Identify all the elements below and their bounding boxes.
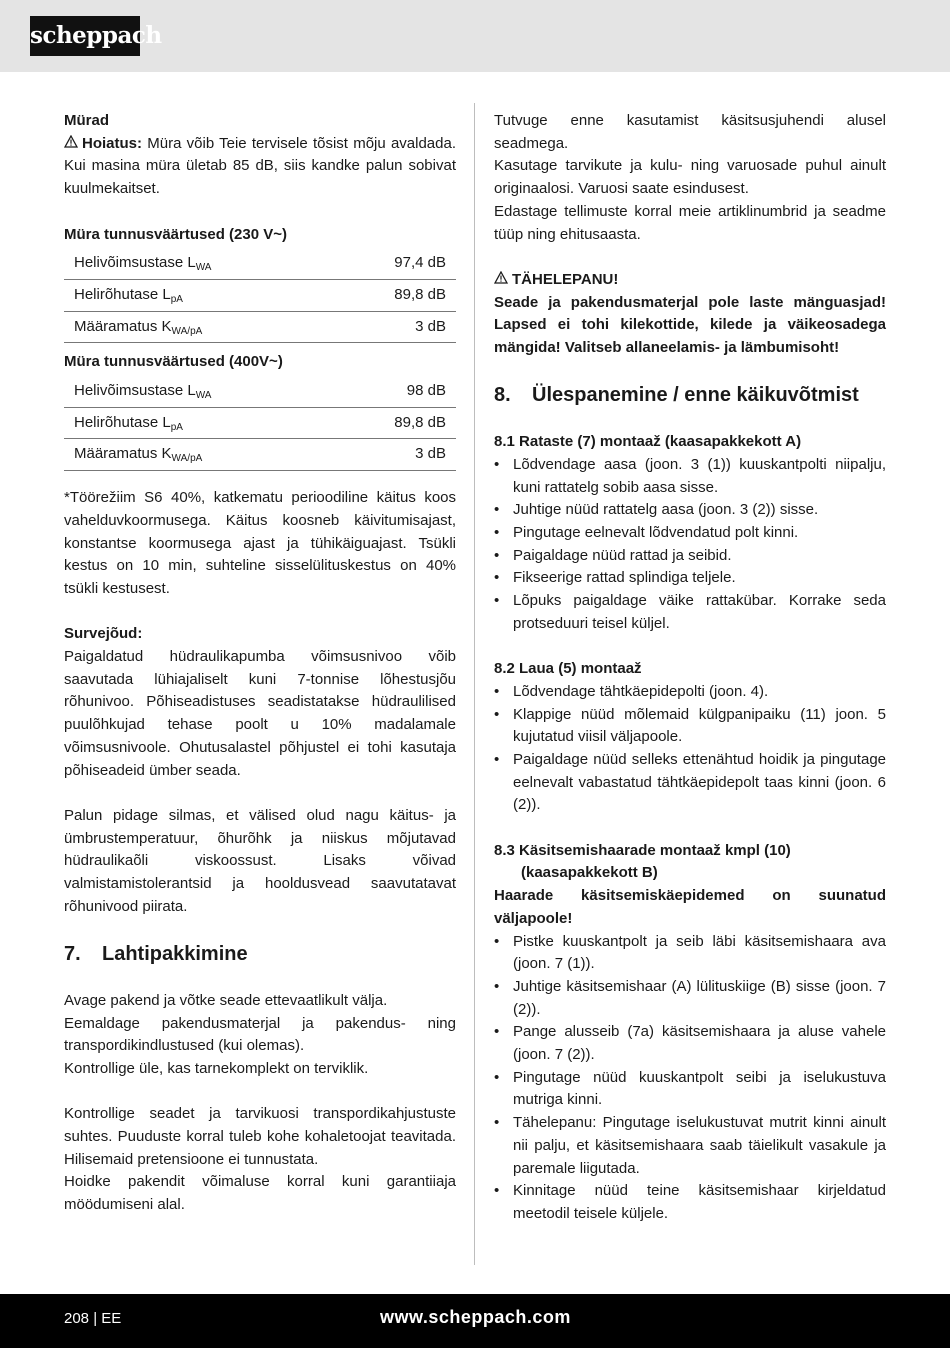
force-text: Paigaldatud hüdraulikapumba võimsusnivoo võib saavutada lühiajaliselt kuni 7-tonnise lõhestusjõu rõhunivoo. Põhiseadistuses seadistatakse hüdraulilised puulõhkujad tehase poolt u 10% madalamale võimsusnivoole. Ohutusalastel põhjustel ei tohi kasutaja põhiseadeid ümber seada. [64, 648, 456, 779]
list-item: • Lõdvendage tähtkäepidepolti (joon. 4). [494, 681, 886, 704]
table-cell-value: 3 dB [333, 311, 456, 343]
section-8-1-list [494, 454, 886, 636]
scheppach-logo: scheppach [30, 16, 140, 56]
list-item: • Klappige nüüd mõlemaid külgpanipaiku (11) joon. 5 kujutatud viisil väljapoole. [494, 704, 886, 749]
website-link[interactable]: www.scheppach.com [380, 1307, 571, 1327]
table-row [64, 311, 456, 343]
table-cell-value: 98 dB [333, 376, 456, 407]
warning-icon [64, 133, 78, 156]
table-cell-label: Helirõhutase $L_{pA}$ [64, 279, 333, 311]
section-8-3-note: Haarade käsitsemiskäepidemed on suunatud väljapoole! [494, 887, 886, 927]
section-8-2-title: 8.2 Laua (5) montaaž [494, 660, 642, 678]
section-8-2-list [494, 681, 886, 817]
unpack-step-2: Eemaldage pakendusmaterjal ja pakendus- ning transpordikindlustused (kui olemas). [64, 1014, 456, 1055]
section-8-heading: 8. Ülespanemine / enne käikuvõtmist [494, 384, 859, 407]
force-heading: Survejõud: [64, 625, 143, 643]
list-item: • Pingutage eelnevalt lõdvendatud polt kinni. [494, 522, 886, 545]
right-column [494, 110, 886, 1226]
table-cell-value: 3 dB [333, 439, 456, 471]
page-header [0, 0, 950, 72]
warning-label: Hoiatus: [82, 134, 142, 152]
noise-heading: Mürad [64, 112, 109, 129]
section-8-3-title: 8.3 Käsitsemishaarade montaaž kmpl (10) [494, 841, 791, 859]
table2-title: Müra tunnusväärtused (400V~) [64, 353, 283, 371]
table-cell-label: Helivõimsustase $L_{WA}$ [64, 248, 333, 279]
list-item: • Pistke kuuskantpolt ja seib läbi käsitsemishaara ava (joon. 7 (1)). [494, 931, 886, 976]
unpack-step-3: Kontrollige üle, kas tarnekomplekt on terviklik. [64, 1059, 369, 1077]
list-item: • Paigaldage nüüd selleks ettenähtud hoidik ja pingutage eelnevalt vabastatud tähtkäepidepolt taas kinni (joon. 6 (2)). [494, 749, 886, 817]
section-8-1-title: 8.1 Rataste (7) montaaž (kaasapakkekott A) [494, 433, 802, 451]
warning-icon [494, 269, 508, 292]
intro-paragraph-1: Tutvuge enne kasutamist käsitsusjuhendi alusel seadmega. [494, 112, 886, 152]
list-item: • Pange alusseib (7a) käsitsemishaara ja aluse vahele (joon. 7 (2)). [494, 1021, 886, 1066]
list-item: • Pingutage nüüd kuuskantpolt seibi ja iselukustuva mutriga kinni. [494, 1067, 886, 1112]
list-item: • Paigaldage nüüd rattad ja seibid. [494, 545, 886, 568]
section-8-3-subtitle: (kaasapakkekott B) [521, 864, 658, 882]
intro-paragraph-2: Kasutage tarvikute ja kulu- ning varuosade puhul ainult originaalosi. Varuosi saate esindusest. [494, 157, 886, 198]
table1-title: Müra tunnusväärtused (230 V~) [64, 225, 287, 243]
list-item: • Lõpuks paigaldage väike rattakübar. Korrake seda protseduuri teisel küljel. [494, 590, 886, 635]
table-row [64, 279, 456, 311]
unpack-step-5: Hoidke pakendit võimaluse korral kuni garantiiaja möödumiseni alal. [64, 1173, 456, 1214]
section-7-heading: 7. Lahtipakkimine [64, 943, 248, 966]
table-row [64, 248, 456, 279]
table-cell-label: Määramatus $K_{WA/pA}$ [64, 439, 333, 471]
intro-paragraph-3: Edastage tellimuste korral meie artiklinumbrid ja seadme tüüp ning ehitusaasta. [494, 202, 886, 243]
noise-warning [64, 133, 456, 201]
attention-text: Seade ja pakendusmaterjal pole laste mänguasjad! Lapsed ei tohi kilekottide, kilede ja väikeosadega mängida! Valitseb allaneelamis- ja lämbumisoht! [494, 293, 886, 357]
noise-table-400v [64, 376, 456, 471]
unpack-step-1: Avage pakend ja võtke seade ettevaatlikult välja. [64, 991, 388, 1009]
duty-note: *Töörežiim S6 40%, katkematu perioodiline käitus koos vahelduvkoormusega. Käitus koosneb käivitumisajast, konstantse koormusega ajast ja tühikäiguajast. Tsükli kestus on 10 min, suhteline sisselülituskestus on 40% tsükli kestusest. [64, 489, 456, 597]
table-cell-label: Helirõhutase $L_{pA}$ [64, 407, 333, 439]
list-item: • Juhtige käsitsemishaar (A) lülituskiige (B) sisse (joon. 7 (2)). [494, 976, 886, 1021]
noise-table-230v [64, 248, 456, 343]
page-number: 208 | EE [64, 1310, 122, 1327]
section-8-3-list [494, 931, 886, 1226]
left-column [64, 110, 456, 1217]
list-item: • Lõdvendage aasa (joon. 3 (1)) kuuskantpolti niipalju, kuni rattatelg sobib aasa sisse. [494, 454, 886, 499]
list-item: • Juhtige nüüd rattatelg aasa (joon. 3 (2)) sisse. [494, 499, 886, 522]
table-cell-label: Määramatus $K_{WA/pA}$ [64, 311, 333, 343]
table-cell-label: Helivõimsustase $L_{WA}$ [64, 376, 333, 407]
unpack-step-4: Kontrollige seadet ja tarvikuosi transpordikahjustuste suhtes. Puuduste korral tuleb kohe kohaletoojat teavitada. Hilisemaid pretensioone ei tunnustata. [64, 1105, 456, 1168]
list-item: • Fikseerige rattad splindiga teljele. [494, 567, 886, 590]
table-row [64, 407, 456, 439]
column-divider [474, 103, 475, 1265]
table-cell-value: 89,8 dB [333, 279, 456, 311]
attention-heading: TÄHELEPANU! [494, 269, 886, 292]
list-item: • Kinnitage nüüd teine käsitsemishaar kirjeldatud meetodil teisele küljele. [494, 1180, 886, 1225]
table-cell-value: 89,8 dB [333, 407, 456, 439]
environment-text: Palun pidage silmas, et välised olud nagu käitus- ja ümbrustemperatuur, õhurõhk ja niiskus mõjutavad hüdraulikaõli viskoossust. Lisaks võivad valmistamistolerantsid ja hooldusvead saavutatavat rõhunivood piirata. [64, 806, 456, 915]
list-item: • Tähelepanu: Pingutage iselukustuvat mutrit kinni ainult nii palju, et käsitsemishaara saab täielikult vasakule ja paremale liigutada. [494, 1112, 886, 1180]
warning-text: Müra võib Teie tervisele tõsist mõju avaldada. Kui masina müra ületab 85 dB, siis kandke palun sobivat kuulmekaitset. [64, 134, 456, 198]
table-row [64, 376, 456, 407]
table-cell-value: 97,4 dB [333, 248, 456, 279]
page-footer [0, 1294, 950, 1348]
table-row [64, 439, 456, 471]
